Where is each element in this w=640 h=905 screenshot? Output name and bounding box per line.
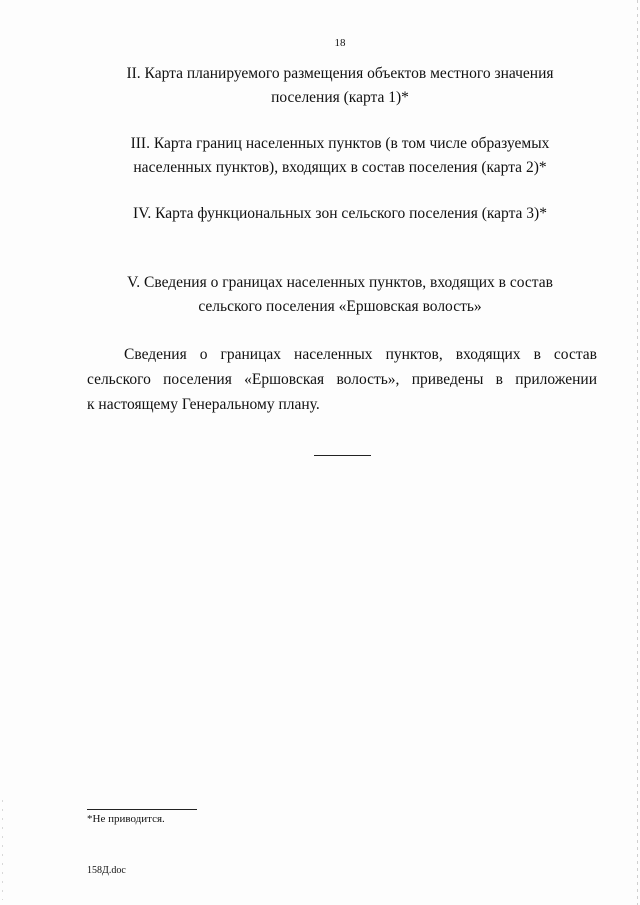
- section-heading-iv: [90, 202, 590, 226]
- section-heading-v: [90, 271, 590, 319]
- section-heading-v-line-2: сельского поселения «Ершовская волость»: [198, 298, 482, 315]
- section-heading-iv-line-1: IV. Карта функциональных зон сельского поселения (карта 3)*: [133, 205, 547, 222]
- body-paragraph-line-1: Сведения о границах населенных пунктов, входящих в состав: [124, 346, 597, 363]
- scan-edge-right: [637, 0, 638, 905]
- body-paragraph-line-2: сельского поселения «Ершовская волость», приведены в приложении: [87, 371, 597, 388]
- section-heading-iii-line-1: III. Карта границ населенных пунктов (в том числе образуемых: [130, 135, 550, 152]
- body-paragraph-line-3: к настоящему Генеральному плану.: [87, 396, 320, 413]
- section-heading-ii-line-2: поселения (карта 1)*: [271, 89, 409, 106]
- body-paragraph: [87, 342, 597, 417]
- footnote-separator: [87, 809, 197, 810]
- section-heading-iii-line-2: населенных пунктов), входящих в состав поселения (карта 2)*: [133, 159, 547, 176]
- file-name-label: 158Д.doc: [87, 865, 126, 876]
- page-number: 18: [334, 37, 346, 49]
- footnote: *Не приводится.: [87, 813, 165, 825]
- section-heading-ii-line-1: II. Карта планируемого размещения объектов местного значения: [126, 65, 554, 82]
- scan-edge-left: [2, 800, 3, 900]
- section-heading-v-line-1: V. Сведения о границах населенных пунктов, входящих в состав: [127, 274, 553, 291]
- section-heading-iii: [90, 132, 590, 180]
- end-of-text-rule: [314, 455, 371, 456]
- section-heading-ii: [90, 62, 590, 110]
